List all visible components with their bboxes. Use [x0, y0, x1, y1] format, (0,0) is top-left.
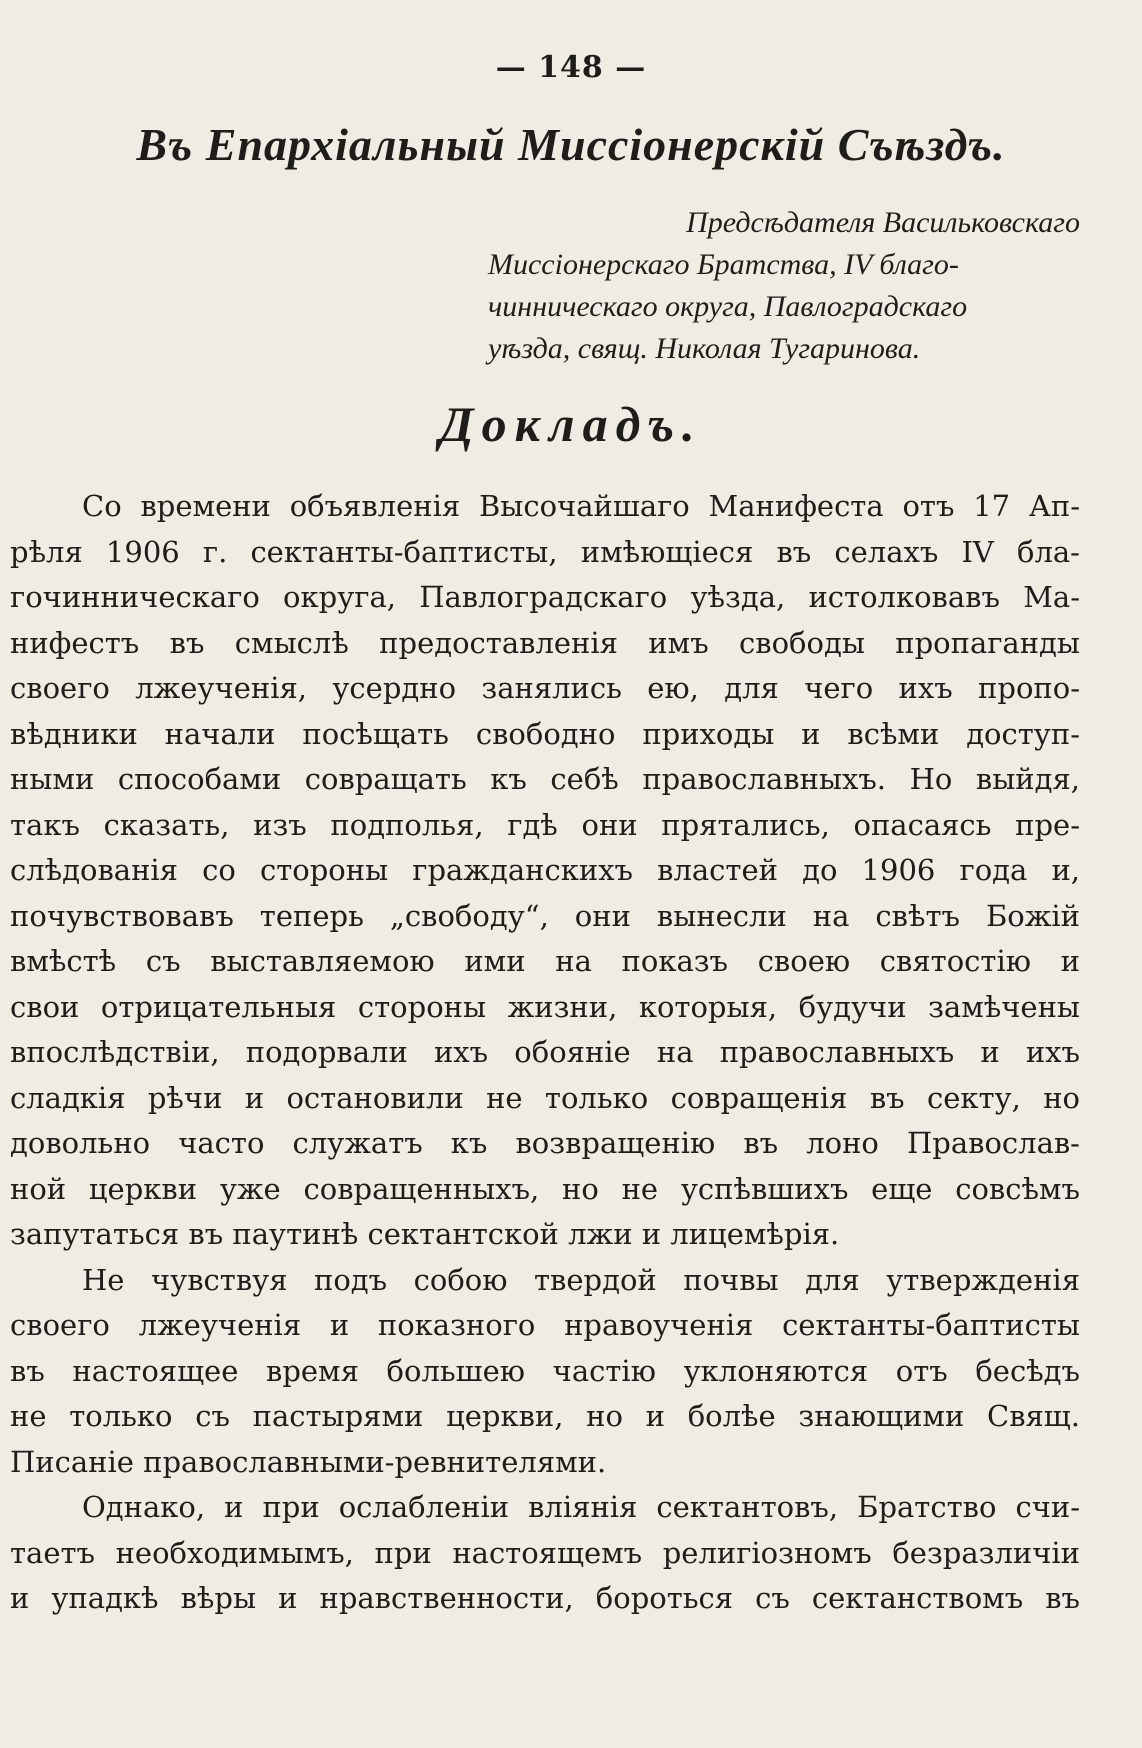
text-line: рѣля 1906 г. сектанты-баптисты, имѣющіеся въ селахъ IV бла-: [10, 534, 1080, 569]
text-line: вѣдники начали посѣщать свободно приходы и всѣми доступ-: [10, 716, 1080, 751]
text-line: свои отрицательныя стороны жизни, которыя, будучи замѣчены: [10, 989, 1080, 1024]
text-line: своего лжеученія и показного нравоученія сектанты-баптисты: [10, 1308, 1080, 1342]
text-line: сладкія рѣчи и остановили не только совращенія въ секту, но: [10, 1080, 1080, 1115]
page-number: — 148 —: [495, 50, 647, 85]
section-heading: Докладъ.: [439, 396, 703, 452]
page-title: Въ Епархіальный Миссіонерскій Съѣздъ.: [136, 119, 1006, 170]
text-line: впослѣдствіи, подорвали ихъ обояніе на православныхъ и ихъ: [10, 1035, 1080, 1069]
text-line: Со времени объявленія Высочайшаго Манифеста отъ 17 Ап-: [82, 489, 1080, 523]
text-line: и упадкѣ вѣры и нравственности, бороться съ сектанствомъ въ: [10, 1581, 1080, 1615]
text-line: ной церкви уже совращенныхъ, но не успѣвшихъ еще совсѣмъ: [10, 1171, 1080, 1206]
text-line: въ настоящее время большею частію уклоняются отъ бесѣдъ: [10, 1353, 1080, 1388]
text-line: Не чувствуя подъ собою твердой почвы для утвержденія: [82, 1262, 1080, 1297]
text-line: вмѣстѣ съ выставляемою ими на показъ своею святостію и: [10, 944, 1080, 978]
text-line: не только съ пастырями церкви, но и болѣе знающими Свящ.: [10, 1399, 1080, 1433]
text-line: нифестъ въ смыслѣ предоставленія имъ свободы пропаганды: [10, 625, 1080, 660]
byline-line: Предсѣдателя Васильковскаго: [686, 206, 1080, 239]
body-text: [10, 484, 1080, 1622]
text-line: запутаться въ паутинѣ сектантской лжи и лицемѣрія.: [10, 1217, 840, 1251]
byline-line: уѣзда, свящ. Николая Тугаринова.: [488, 332, 921, 365]
text-line: своего лжеученія, усердно занялись ею, для чего ихъ пропо-: [10, 671, 1080, 705]
text-line: ными способами совращать къ себѣ православныхъ. Но выйдя,: [10, 762, 1080, 796]
text-line: слѣдованія со стороны гражданскихъ властей до 1906 года и,: [10, 853, 1080, 887]
text-line: почувствовавъ теперь „свободу“, они вынесли на свѣтъ Божій: [10, 898, 1080, 933]
author-byline: [488, 202, 1080, 370]
text-line: Однако, и при ослабленіи вліянія сектантовъ, Братство счи-: [82, 1490, 1080, 1524]
text-line: Писаніе православными-ревнителями.: [10, 1444, 607, 1479]
text-line: гочинническаго округа, Павлоградскаго уѣзда, истолковавъ Ма-: [10, 580, 1080, 614]
text-line: такъ сказать, изъ подполья, гдѣ они прятались, опасаясь пре-: [10, 807, 1080, 842]
byline-line: чинническаго округа, Павлоградскаго: [488, 290, 968, 323]
text-line: таетъ необходимымъ, при настоящемъ религіозномъ безразличіи: [10, 1535, 1080, 1570]
byline-line: Миссіонерскаго Братства, IV благо-: [488, 248, 959, 281]
text-line: довольно часто служатъ къ возвращенію въ лоно Православ-: [10, 1126, 1080, 1160]
